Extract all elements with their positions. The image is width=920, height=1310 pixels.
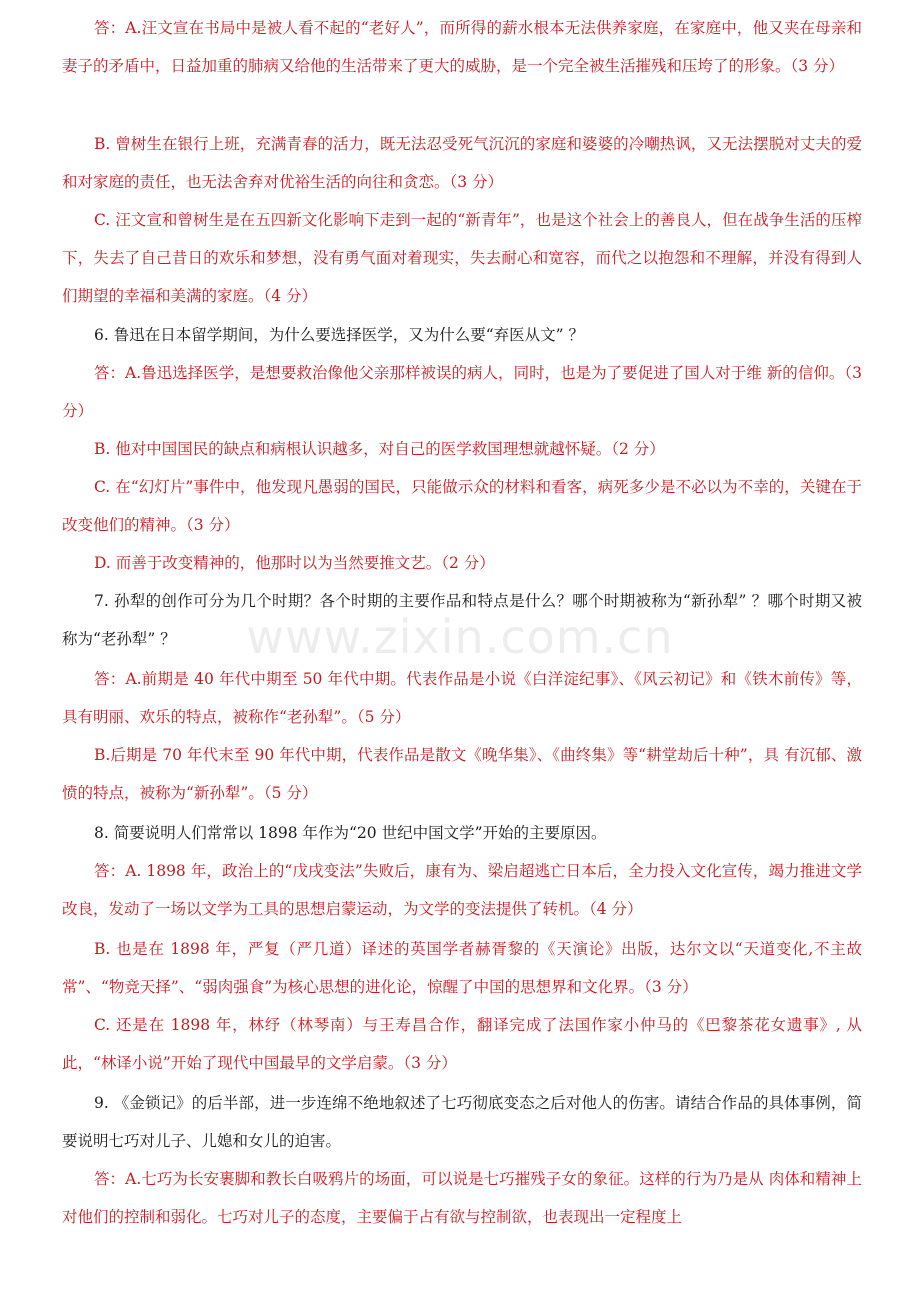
question-6-paragraph: 6. 鲁迅在日本留学期间，为什么要选择医学，又为什么要“弃医从文” ？: [94, 326, 584, 344]
answer-8c-paragraph: C. 还是在 1898 年，林纾（林琴南）与王寿昌合作，翻译完成了法国作家小仲马的《巴黎茶花女遗事》, 从此，“林译小说”开始了现代中国最早的文学启蒙。（3 分）: [62, 1016, 862, 1072]
answer-5b-paragraph: B. 曾树生在银行上班，充满青春的活力，既无法忍受死气沉沉的家庭和婆婆的冷嘲热讽，又无法摆脱对丈夫的爱和对家庭的责任，也无法舍弃对优裕生活的向往和贪恋。（3 分）: [62, 135, 862, 191]
answer-6b-paragraph: B. 他对中国国民的缺点和病根认识越多，对自己的医学救国理想就越怀疑。（2 分）: [94, 440, 665, 458]
answer-8b-paragraph: B. 也是在 1898 年，严复（严几道）译述的英国学者赫胥黎的《天演论》出版，达尔文以“天道变化,不主故常”、“物竞天择”、“弱肉强食”为核心思想的进化论，惊醒了中国的思想界和文化界。（3 分）: [62, 940, 862, 996]
answer-8a-paragraph: 答：A. 1898 年，政治上的“戊戌变法”失败后，康有为、梁启超逃亡日本后，全力投入文化宣传，竭力推进文学改良，发动了一场以文学为工具的思想启蒙运动，为文学的变法提供了转机。（4 分）: [62, 862, 862, 918]
answer-7a-paragraph: 答：A.前期是 40 年代中期至 50 年代中期。代表作品是小说《白洋淀纪事》、《风云初记》和《铁木前传》等，具有明丽、欢乐的特点，被称作“老孙犁”。（5 分）: [62, 670, 862, 726]
answer-5a-paragraph: 答：A.汪文宣在书局中是被人看不起的“老好人”，而所得的薪水根本无法供养家庭，在家庭中，他又夹在母亲和妻子的矛盾中，日益加重的肺病又给他的生活带来了更大的威胁，是一个完全被生活摧残和压垮了的形象。（3 分）: [62, 19, 862, 75]
answer-6d-paragraph: D. 而善于改变精神的，他那时以为当然要推文艺。（2 分）: [94, 554, 495, 572]
watermark: www.zixin.com.cn: [246, 610, 674, 664]
answer-6a-paragraph: 答：A.鲁迅选择医学，是想要救治像他父亲那样被误的病人，同时，也是为了要促进了国人对于维 新的信仰。（3 分）: [62, 364, 862, 420]
answer-6c-paragraph: C. 在“幻灯片”事件中，他发现凡愚弱的国民，只能做示众的材料和看客，病死多少是不必以为不幸的，关键在于改变他们的精神。（3 分）: [62, 478, 862, 534]
answer-7b-paragraph: B.后期是 70 年代末至 90 年代中期，代表作品是散文《晚华集》、《曲终集》等“耕堂劫后十种”，具 有沉郁、激愤的特点，被称为“新孙犁”。（5 分）: [62, 746, 862, 802]
answer-5c-paragraph: C. 汪文宣和曾树生是在五四新文化影响下走到一起的“新青年”，也是这个社会上的善良人，但在战争生活的压榨下，失去了自己昔日的欢乐和梦想，没有勇气面对着现实，失去耐心和宽容，而代之以抱怨和不理解，并没有得到人们期望的幸福和美满的家庭。（4 分）: [62, 211, 862, 305]
question-7-paragraph: 7. 孙犁的创作可分为几个时期？各个时期的主要作品和特点是什么？哪个时期被称为“新孙犁” ？哪个时期又被称为“老孙犁” ？: [62, 592, 862, 648]
answer-9a-paragraph: 答：A.七巧为长安裹脚和教长白吸鸦片的场面，可以说是七巧摧残子女的象征。这样的行为乃是从 肉体和精神上对他们的控制和弱化。七巧对儿子的态度，主要偏于占有欲与控制欲，也表现出一定程度上: [62, 1170, 862, 1226]
question-8-paragraph: 8. 简要说明人们常常以 1898 年作为“20 世纪中国文学”开始的主要原因。: [94, 824, 607, 842]
question-9-paragraph: 9. 《金锁记》的后半部，进一步连绵不绝地叙述了七巧彻底变态之后对他人的伤害。请结合作品的具体事例，简要说明七巧对儿子、儿媳和女儿的迫害。: [62, 1094, 862, 1150]
